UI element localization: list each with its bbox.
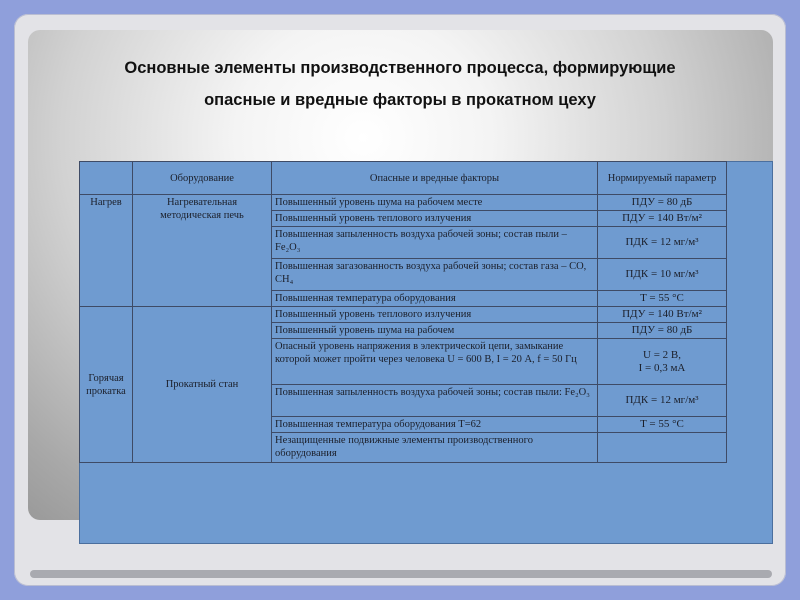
factor-cell: Повышенный уровень теплового излучения	[272, 307, 598, 323]
slide-title	[40, 52, 760, 116]
param-cell: ПДУ = 140 Вт/м²	[598, 307, 727, 323]
factor-cell: Повышенная температура оборудования T=62	[272, 417, 598, 433]
hazards-table	[79, 161, 727, 463]
table-row	[80, 307, 727, 323]
param-cell: ПДК = 10 мг/м³	[598, 259, 727, 291]
process-cell: Нагрев	[80, 195, 133, 307]
equipment-cell: Прокатный стан	[133, 307, 272, 463]
param-cell	[598, 433, 727, 463]
slide-title-line-2: опасные и вредные факторы в прокатном цеху	[204, 91, 596, 109]
header-equipment: Оборудование	[133, 162, 272, 195]
factor-cell: Опасный уровень напряжения в электрической цепи, замыкание которой может пройти через человека U = 600 В, I = 20 А, f = 50 Гц	[272, 339, 598, 385]
param-cell: T = 55 °C	[598, 291, 727, 307]
header-factors: Опасные и вредные факторы	[272, 162, 598, 195]
slide-bottom-bar	[30, 570, 772, 578]
factor-cell: Повышенная запыленность воздуха рабочей зоны; состав пыли – Fe₂O₃	[272, 227, 598, 259]
param-cell: T = 55 °C	[598, 417, 727, 433]
param-cell: ПДК = 12 мг/м³	[598, 227, 727, 259]
factor-cell: Повышенный уровень шума на рабочем	[272, 323, 598, 339]
param-cell: ПДУ = 80 дБ	[598, 195, 727, 211]
param-cell: ПДК = 12 мг/м³	[598, 385, 727, 417]
factor-cell: Повышенная запыленность воздуха рабочей зоны; состав пыли: Fe₂O₃	[272, 385, 598, 417]
process-cell: Горячая прокатка	[80, 307, 133, 463]
table-row	[80, 195, 727, 211]
factor-cell: Повышенная температура оборудования	[272, 291, 598, 307]
factor-cell: Повышенная загазованность воздуха рабочей зоны; состав газа – CO, CH₄	[272, 259, 598, 291]
factor-cell: Повышенный уровень теплового излучения	[272, 211, 598, 227]
param-cell: ПДУ = 140 Вт/м²	[598, 211, 727, 227]
slide-title-line-1: Основные элементы производственного процесса, формирующие	[124, 59, 676, 77]
header-param: Нормируемый параметр	[598, 162, 727, 195]
factor-cell: Повышенный уровень шума на рабочем месте	[272, 195, 598, 211]
param-cell: ПДУ = 80 дБ	[598, 323, 727, 339]
equipment-cell: Нагревательная методическая печь	[133, 195, 272, 307]
header-process	[80, 162, 133, 195]
factor-cell: Незащищенные подвижные элементы производственного оборудования	[272, 433, 598, 463]
param-cell: U = 2 В, I = 0,3 мА	[598, 339, 727, 385]
table-header-row	[80, 162, 727, 195]
